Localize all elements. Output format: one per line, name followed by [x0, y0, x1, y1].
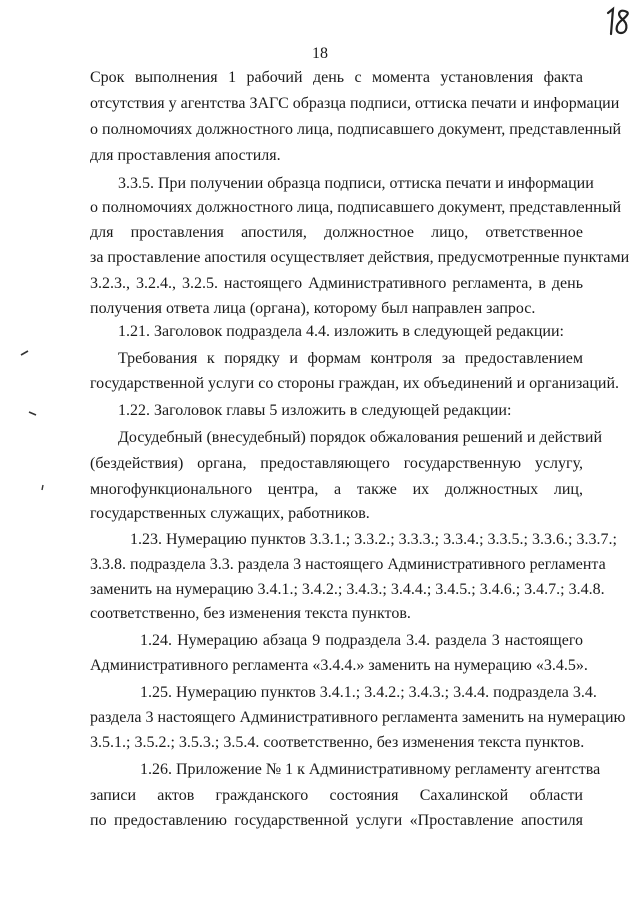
page-number: 18 — [312, 45, 328, 62]
text-line: 3.3.8. подраздела 3.3. раздела 3 настоящего Административного регламента — [90, 556, 606, 573]
scan-mark — [28, 410, 38, 418]
text-line: 3.2.3., 3.2.4., 3.2.5. настоящего Административного регламента, в день — [90, 275, 583, 292]
text-line: 3.5.1.; 3.5.2.; 3.5.3.; 3.5.4. соответственно, без изменения текста пунктов. — [90, 734, 585, 751]
text-line: о полномочиях должностного лица, подписавшего документ, представленный — [90, 121, 622, 138]
scan-mark — [40, 484, 46, 492]
text-line: Требования к порядку и формам контроля за предоставлением — [118, 350, 583, 367]
text-line: 1.22. Заголовок главы 5 изложить в следующей редакции: — [118, 402, 512, 419]
text-line: 1.21. Заголовок подраздела 4.4. изложить в следующей редакции: — [118, 323, 564, 340]
text-line: государственной услуги со стороны граждан, их объединений и организаций. — [90, 375, 620, 392]
text-line: 1.23. Нумерацию пунктов 3.3.1.; 3.3.2.; 3.3.3.; 3.3.4.; 3.3.5.; 3.3.6.; 3.3.7.; — [130, 531, 617, 548]
text-line: для проставления апостиля, должностное лицо, ответственное — [90, 224, 583, 241]
text-line: отсутствия у агентства ЗАГС образца подписи, оттиска печати и информации — [90, 95, 620, 112]
text-line: 1.24. Нумерацию абзаца 9 подраздела 3.4. раздела 3 настоящего — [140, 632, 583, 649]
text-line: Административного регламента «3.4.4.» заменить на нумерацию «3.4.5». — [90, 657, 588, 674]
text-line: Срок выполнения 1 рабочий день с момента установления факта — [90, 69, 583, 86]
text-line: государственных служащих, работников. — [90, 505, 370, 522]
text-line: многофункционального центра, а также их должностных лиц, — [90, 481, 583, 498]
text-line: 1.25. Нумерацию пунктов 3.4.1.; 3.4.2.; 3.4.3.; 3.4.4. подраздела 3.4. — [140, 684, 597, 701]
text-line: за проставление апостиля осуществляет действия, предусмотренные пунктами — [90, 249, 630, 266]
text-line: для проставления апостиля. — [90, 147, 281, 164]
text-line: Досудебный (внесудебный) порядок обжалования решений и действий — [118, 429, 603, 446]
text-line: раздела 3 настоящего Административного регламента заменить на нумерацию — [90, 709, 626, 726]
text-line: о полномочиях должностного лица, подписавшего документ, представленный — [90, 199, 622, 216]
handwritten-page-number — [602, 4, 634, 38]
text-line: (бездействия) органа, предоставляющего государственную услугу, — [90, 455, 583, 472]
text-line: записи актов гражданского состояния Сахалинской области — [90, 787, 583, 804]
text-line: по предоставлению государственной услуги «Проставление апостиля — [90, 812, 583, 829]
text-line: 1.26. Приложение № 1 к Административному регламенту агентства — [140, 761, 601, 778]
text-line: получения ответа лица (органа), которому был направлен запрос. — [90, 300, 536, 317]
text-line: соответственно, без изменения текста пунктов. — [90, 605, 411, 622]
text-line: 3.3.5. При получении образца подписи, оттиска печати и информации — [118, 175, 594, 192]
scan-mark — [20, 349, 30, 357]
text-line: заменить на нумерацию 3.4.1.; 3.4.2.; 3.4.3.; 3.4.4.; 3.4.5.; 3.4.6.; 3.4.7.; 3.4.8. — [90, 581, 605, 598]
